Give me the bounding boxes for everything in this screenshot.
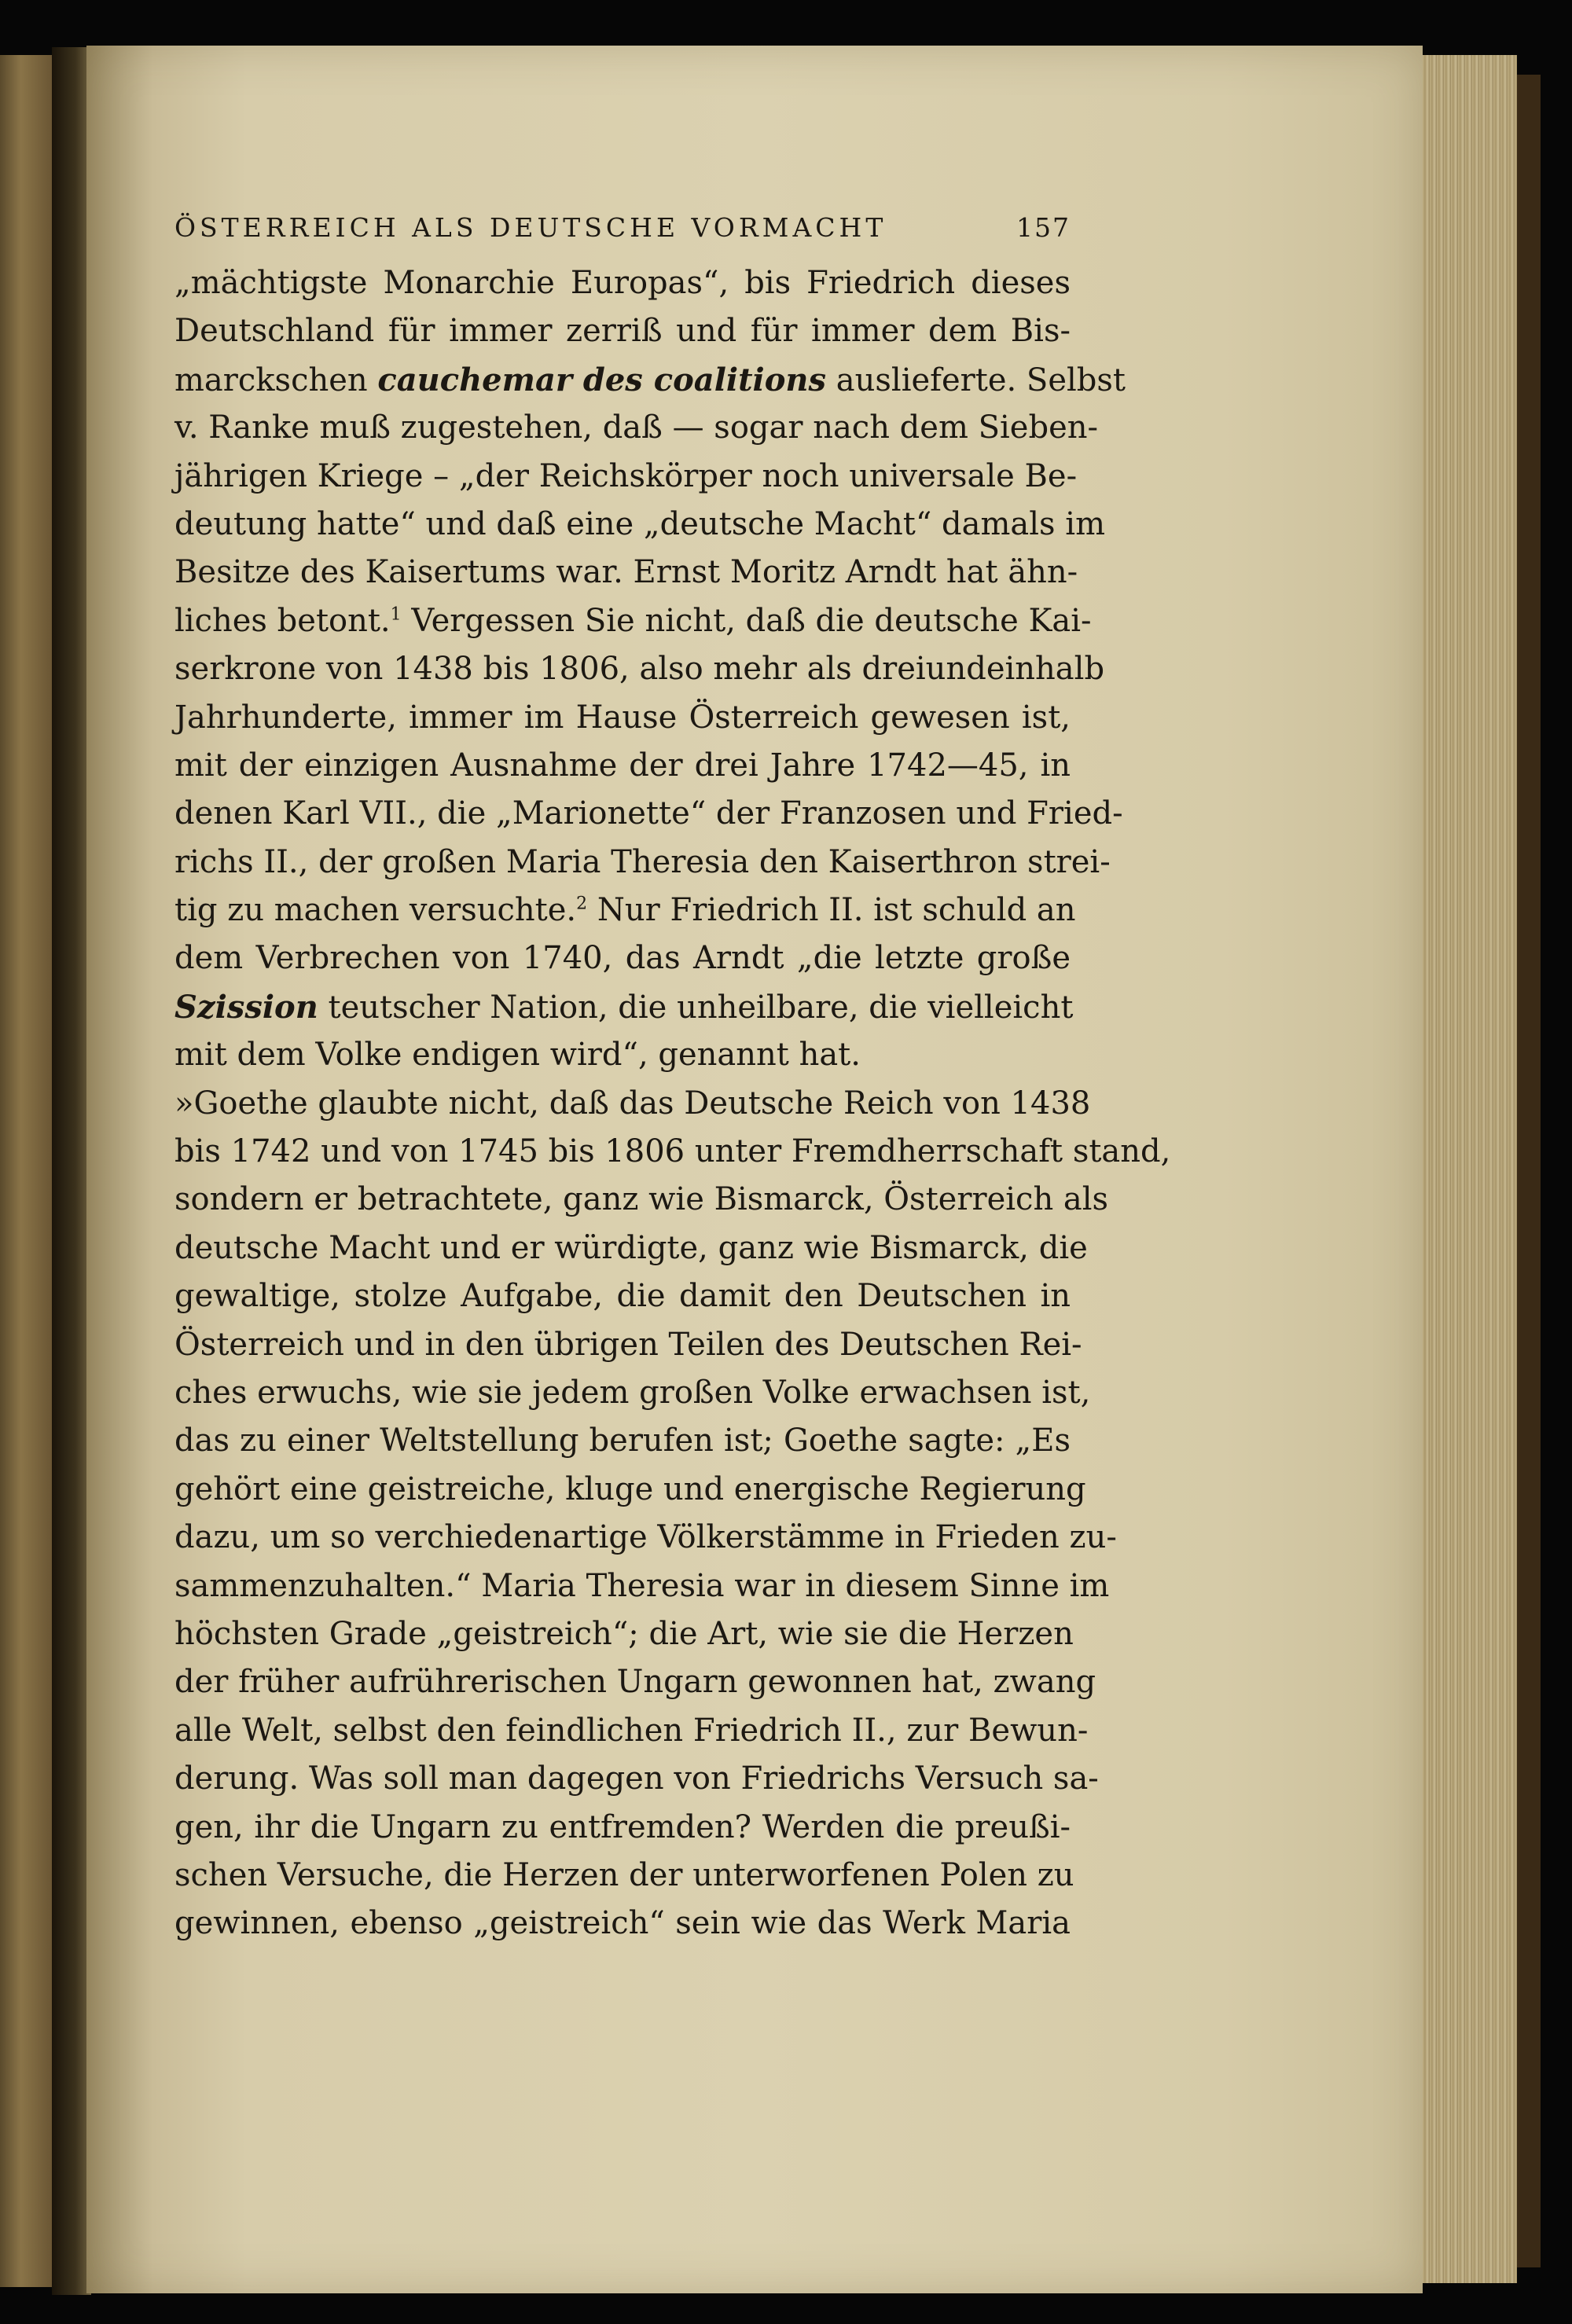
text-line (174, 934, 1071, 982)
text-line (174, 1369, 1091, 1417)
text-segment: schen Versuche, die Herzen der unterworfenen Polen zu (174, 1856, 1074, 1893)
text-segment: höchsten Grade „geistreich“; die Art, wie sie die Herzen (174, 1615, 1074, 1652)
text-line (174, 549, 1078, 597)
text-line (174, 1031, 1071, 1079)
text-line (174, 887, 1076, 934)
text-line (174, 1176, 1109, 1224)
text-line (174, 1272, 1071, 1320)
text-line (174, 839, 1111, 887)
text-segment: Deutschland für immer zerriß und für immer dem Bis- (174, 313, 1071, 350)
text-segment: sammenzuhalten.“ Maria Theresia war in diesem Sinne im (174, 1567, 1110, 1604)
text-segment: bis 1742 und von 1745 bis 1806 unter Fremdherrschaft stand, (174, 1133, 1171, 1170)
text-segment: ches erwuchs, wie sie jedem großen Volke erwachsen ist, (174, 1374, 1091, 1411)
text-segment: derung. Was soll man dagegen von Friedrichs Versuch sa- (174, 1760, 1099, 1797)
text-segment: mit dem Volke endigen wird“, genannt hat. (174, 1037, 861, 1074)
text-segment: dazu, um so verchiedenartige Völkerstämme in Frieden zu- (174, 1519, 1117, 1556)
text-line (174, 356, 1126, 404)
text-segment: dem Verbrechen von 1740, das Arndt „die letzte große (174, 940, 1071, 977)
text-line (174, 1128, 1171, 1176)
text-line (174, 742, 1071, 790)
text-segment: deutung hatte“ und daß eine „deutsche Macht“ damals im (174, 505, 1106, 542)
text-line (174, 597, 1092, 645)
running-title: ÖSTERREICH ALS DEUTSCHE VORMACHT (174, 212, 887, 243)
text-segment: Nur Friedrich II. ist schuld an (587, 892, 1076, 929)
text-segment: mit der einzigen Ausnahme der drei Jahre 1742—45, in (174, 747, 1071, 784)
text-line (174, 307, 1071, 355)
text-line (174, 501, 1106, 549)
footnote-marker: 1 (390, 604, 402, 625)
text-segment: v. Ranke muß zugestehen, daß — sogar nach dem Sieben- (174, 409, 1099, 446)
text-segment: das zu einer Weltstellung berufen ist; Goethe sagte: „Es (174, 1423, 1071, 1459)
text-segment: denen Karl VII., die „Marionette“ der Franzosen und Fried- (174, 795, 1123, 832)
text-segment: marckschen (174, 362, 378, 398)
text-segment: jährigen Kriege – „der Reichskörper noch universale Be- (174, 457, 1078, 494)
previous-page-edge (0, 55, 52, 2287)
text-line (174, 1658, 1096, 1706)
text-line (174, 645, 1105, 693)
text-segment: Österreich und in den übrigen Teilen des Deutschen Rei- (174, 1326, 1082, 1363)
text-line (174, 404, 1099, 452)
text-segment: sondern er betrachtete, ganz wie Bismarck, Österreich als (174, 1181, 1109, 1218)
page-number: 157 (1016, 212, 1071, 243)
text-line (174, 1514, 1117, 1562)
book-gutter (52, 47, 91, 2295)
italic-text: Szission (174, 988, 318, 1026)
text-line (174, 1224, 1088, 1272)
text-line (174, 983, 1074, 1031)
text-segment: „mächtigste Monarchie Europas“, bis Friedrich dieses (174, 265, 1071, 301)
text-line (174, 1755, 1099, 1803)
body-text (174, 259, 1171, 1948)
book-cover-edge (1517, 75, 1541, 2267)
text-segment: deutsche Macht und er würdigte, ganz wie Bismarck, die (174, 1229, 1088, 1266)
text-line (174, 259, 1071, 307)
text-segment: Jahrhunderte, immer im Hause Österreich gewesen ist, (174, 699, 1071, 736)
text-segment: gewinnen, ebenso „geistreich“ sein wie das Werk Maria (174, 1905, 1071, 1942)
text-line (174, 1562, 1110, 1610)
text-line (174, 1321, 1082, 1369)
text-segment: liches betont. (174, 602, 391, 639)
running-header (174, 212, 1071, 259)
text-line (174, 1080, 1091, 1128)
text-line (174, 1852, 1074, 1900)
text-segment: teutscher Nation, die unheilbare, die vielleicht (318, 989, 1074, 1026)
text-line (174, 1610, 1074, 1658)
text-segment: Besitze des Kaisertums war. Ernst Moritz Arndt hat ähn- (174, 554, 1078, 591)
text-segment: gewaltige, stolze Aufgabe, die damit den Deutschen in (174, 1278, 1071, 1315)
text-line (174, 1466, 1086, 1514)
text-line (174, 1417, 1071, 1465)
text-line (174, 1707, 1089, 1755)
text-segment: alle Welt, selbst den feindlichen Friedrich II., zur Bewun- (174, 1712, 1089, 1749)
text-line (174, 694, 1071, 742)
text-segment: auslieferte. Selbst (826, 362, 1126, 398)
text-segment: gehört eine geistreiche, kluge und energische Regierung (174, 1470, 1086, 1507)
text-segment: Vergessen Sie nicht, daß die deutsche Kai- (401, 602, 1092, 639)
text-segment: »Goethe glaubte nicht, daß das Deutsche Reich von 1438 (174, 1085, 1091, 1122)
text-line (174, 453, 1078, 501)
text-segment: serkrone von 1438 bis 1806, also mehr als dreiundeinhalb (174, 651, 1105, 688)
text-segment: tig zu machen versuchte. (174, 892, 577, 929)
italic-text: cauchemar des coalitions (377, 361, 827, 398)
page-edges (1423, 55, 1517, 2283)
text-line (174, 790, 1123, 838)
text-line (174, 1900, 1071, 1948)
text-segment: der früher aufrührerischen Ungarn gewonnen hat, zwang (174, 1664, 1096, 1701)
footnote-marker: 2 (576, 894, 588, 914)
text-segment: richs II., der großen Maria Theresia den Kaiserthron strei- (174, 843, 1111, 880)
text-segment: gen, ihr die Ungarn zu entfremden? Werden die preußi- (174, 1808, 1071, 1845)
text-line (174, 1804, 1071, 1852)
